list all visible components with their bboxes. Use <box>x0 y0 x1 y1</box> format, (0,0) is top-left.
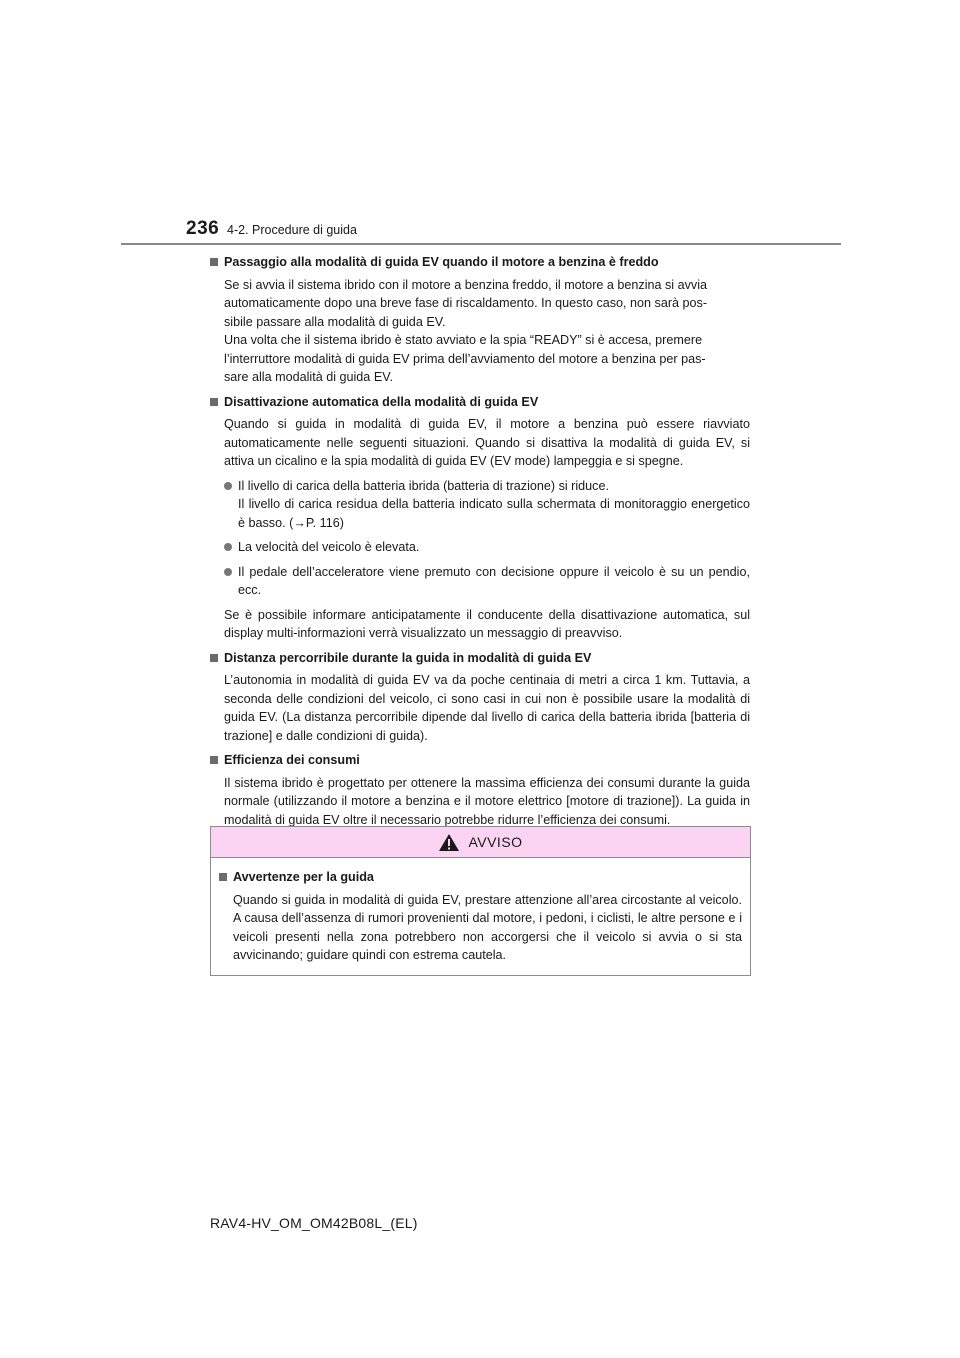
warning-title: AVVISO <box>468 834 523 850</box>
list-item-text: Il livello di carica della batteria ibrida (batteria di trazione) si riduce. Il livello di carica residua della batteria indicato sulla schermata di monitoraggio energetico è basso. (→P. 116) <box>238 478 750 530</box>
section-text: Se si avvia il sistema ibrido con il motore a benzina freddo, il motore a benzina si avvia automaticamente dopo una breve fase di riscaldamento. In questo caso, non sarà pos- sibile passare alla modalità di guida EV. Una volta che il sistema ibrido è stato avviato e la spia “READY” si è accesa, premere l’interruttore modalità di guida EV prima dell’avviamento del motore a benzina per pas- sare alla modalità di guida EV. <box>224 277 708 384</box>
square-bullet-icon <box>210 258 218 266</box>
list-item <box>224 477 750 533</box>
square-bullet-icon <box>210 756 218 764</box>
warning-box <box>210 826 751 976</box>
section-heading: Distanza percorribile durante la guida in modalità di guida EV <box>224 650 592 665</box>
circle-bullet-icon <box>224 568 232 576</box>
page-number: 236 <box>186 218 220 239</box>
list-item <box>224 563 750 600</box>
section-fuel-efficiency <box>210 751 750 829</box>
list-item-text: Il pedale dell’acceleratore viene premuto con decisione oppure il veicolo è su un pendio, ecc. <box>238 564 750 597</box>
main-content <box>210 253 750 835</box>
circle-bullet-icon <box>224 543 232 551</box>
section-intro: Quando si guida in modalità di guida EV, il motore a benzina può essere riavviato automaticamente nelle seguenti situazioni. Quando si disattiva la modalità di guida EV, si attiva un cicalino e la spia modalità di guida EV (EV mode) lampeggia e si spegne. <box>224 417 750 468</box>
square-bullet-icon <box>219 873 227 881</box>
document-code: RAV4-HV_OM_OM42B08L_(EL) <box>210 1215 418 1231</box>
warning-header <box>211 827 750 858</box>
square-bullet-icon <box>210 398 218 406</box>
warning-triangle-icon <box>438 833 460 852</box>
section-outro: Se è possibile informare anticipatamente il conducente della disattivazione automatica, sul display multi-informazioni verrà visualizzato un messaggio di preavviso. <box>224 607 750 640</box>
section-text: L’autonomia in modalità di guida EV va da poche centinaia di metri a circa 1 km. Tuttavia, a seconda delle condizioni del veicolo, ci sono casi in cui non è possibile usare la modalità di guida EV. (La distanza percorribile dipende dal livello di carica della batteria ibrida [batteria di trazione] e dalle condizioni di guida). <box>224 673 750 743</box>
header-rule <box>121 243 841 245</box>
section-ev-range <box>210 649 750 746</box>
section-auto-deactivation <box>210 393 750 643</box>
warning-text: Quando si guida in modalità di guida EV, prestare attenzione all’area circostante al veicolo. A causa dell’assenza di rumori provenienti dal motore, i pedoni, i ciclisti, le altre persone e i veicoli presenti nella zona potrebbero non accorgersi che il veicolo si avvia o si sta avvicinando; guidare quindi con estrema cautela. <box>233 892 742 962</box>
section-heading: Efficienza dei consumi <box>224 753 360 767</box>
warning-heading: Avvertenze per la guida <box>233 870 374 884</box>
list-item <box>224 538 750 557</box>
section-cold-engine <box>210 253 750 387</box>
section-heading: Disattivazione automatica della modalità di guida EV <box>224 394 539 409</box>
circle-bullet-icon <box>224 482 232 490</box>
section-label: 4-2. Procedure di guida <box>227 223 357 237</box>
section-text: Il sistema ibrido è progettato per ottenere la massima efficienza dei consumi durante la guida normale (utilizzando il motore a benzina e il motore elettrico [motore di trazione]). La guida in modalità di guida EV oltre il necessario potrebbe ridurre l’efficienza dei consumi. <box>224 775 750 827</box>
list-item-text: La velocità del veicolo è elevata. <box>238 540 420 554</box>
square-bullet-icon <box>210 654 218 662</box>
section-heading: Passaggio alla modalità di guida EV quando il motore a benzina è freddo <box>224 255 659 269</box>
warning-body <box>211 858 750 965</box>
